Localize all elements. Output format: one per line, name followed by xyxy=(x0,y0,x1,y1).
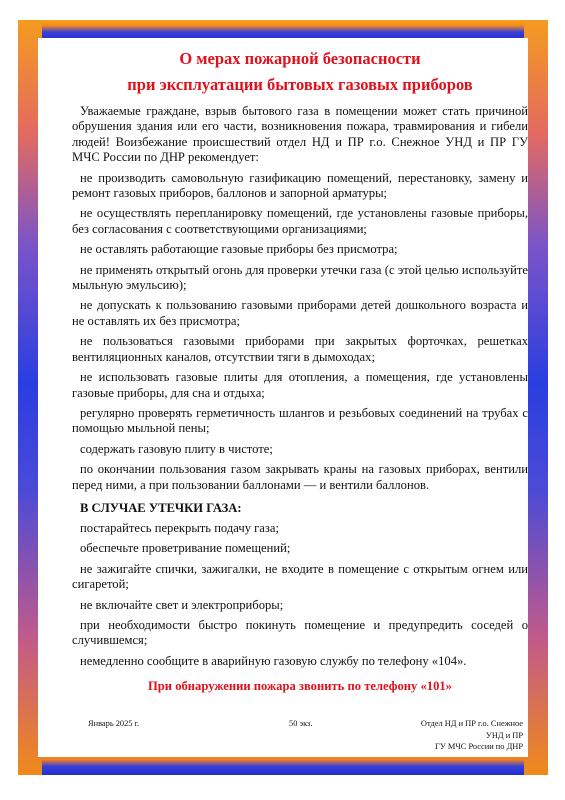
leak-heading: В СЛУЧАЕ УТЕЧКИ ГАЗА: xyxy=(80,500,242,515)
leak-action-item: не включайте свет и электроприборы; xyxy=(80,597,284,612)
page-title xyxy=(72,46,528,98)
leak-action-item: не зажигайте спички, зажигалки, не входите в помещение с открытым огнем или сигаретой; xyxy=(72,561,528,592)
leak-action-item: немедленно сообщите в аварийную газовую службу по телефону «104». xyxy=(80,653,467,668)
footer xyxy=(0,718,565,752)
recommendation-item: по окончании пользования газом закрывать краны на газовых приборах, вентили перед ними, а при пользовании баллонами — и вентили баллонов. xyxy=(72,462,528,492)
footer-org-line-3: ГУ МЧС России по ДНР xyxy=(435,742,523,751)
leak-action-item: обеспечьте проветривание помещений; xyxy=(80,541,291,556)
footer-organization xyxy=(421,718,523,753)
recommendation-item: не допускать к пользованию газовыми приборами детей дошкольного возраста и не оставлять их без присмотра; xyxy=(72,298,528,328)
recommendation-item: не осуществлять перепланировку помещений, где установлены газовые приборы, без согласования с соответствующими организациями; xyxy=(72,206,528,236)
recommendation-item: не производить самовольную газификацию помещений, перестановку, замену и ремонт газовых приборов, баллонов и запорной арматуры; xyxy=(72,170,528,201)
footer-org-line-1: Отдел НД и ПР г.о. Снежное xyxy=(420,719,523,728)
footer-copies: 50 экз. xyxy=(289,719,313,728)
fire-emergency-line: При обнаружении пожара звонить по телефону «101» xyxy=(148,679,452,694)
leaflet-content xyxy=(72,46,528,694)
recommendation-item: не оставлять работающие газовые приборы без присмотра; xyxy=(80,242,398,257)
footer-org-line-2: УНД и ПР xyxy=(485,730,523,740)
title-line-2: при эксплуатации бытовых газовых приборов xyxy=(127,75,473,94)
leak-action-item: постарайтесь перекрыть подачу газа; xyxy=(80,520,279,535)
intro-paragraph: Уважаемые граждане, взрыв бытового газа в помещении может стать причиной обрушения здания или его части, возникновения пожара, травмирования и гибели людей! Воизбежание происшествий отдел НД и ПР г.о. Снежное УНД и ПР ГУ МЧС России по ДНР рекомендует: xyxy=(72,104,528,165)
recommendation-item: содержать газовую плиту в чистоте; xyxy=(80,441,273,456)
recommendation-item: не применять открытый огонь для проверки утечки газа (с этой целью используйте мыльную эмульсию); xyxy=(72,262,528,293)
recommendation-item: не использовать газовые плиты для отопления, а помещения, где установлены газовые приборы, для сна и отдыха; xyxy=(72,370,528,400)
recommendation-item: регулярно проверять герметичность шлангов и резьбовых соединений на трубах с помощью мыльной пены; xyxy=(72,405,528,436)
recommendation-item: не пользоваться газовыми приборами при закрытых форточках, решетках вентиляционных каналов, отсутствии тяги в дымоходах; xyxy=(72,334,528,364)
footer-date: Январь 2025 г. xyxy=(88,719,140,728)
leak-action-item: при необходимости быстро покинуть помещение и предупредить соседей о случившемся; xyxy=(72,617,528,648)
title-line-1: О мерах пожарной безопасности xyxy=(179,49,421,68)
